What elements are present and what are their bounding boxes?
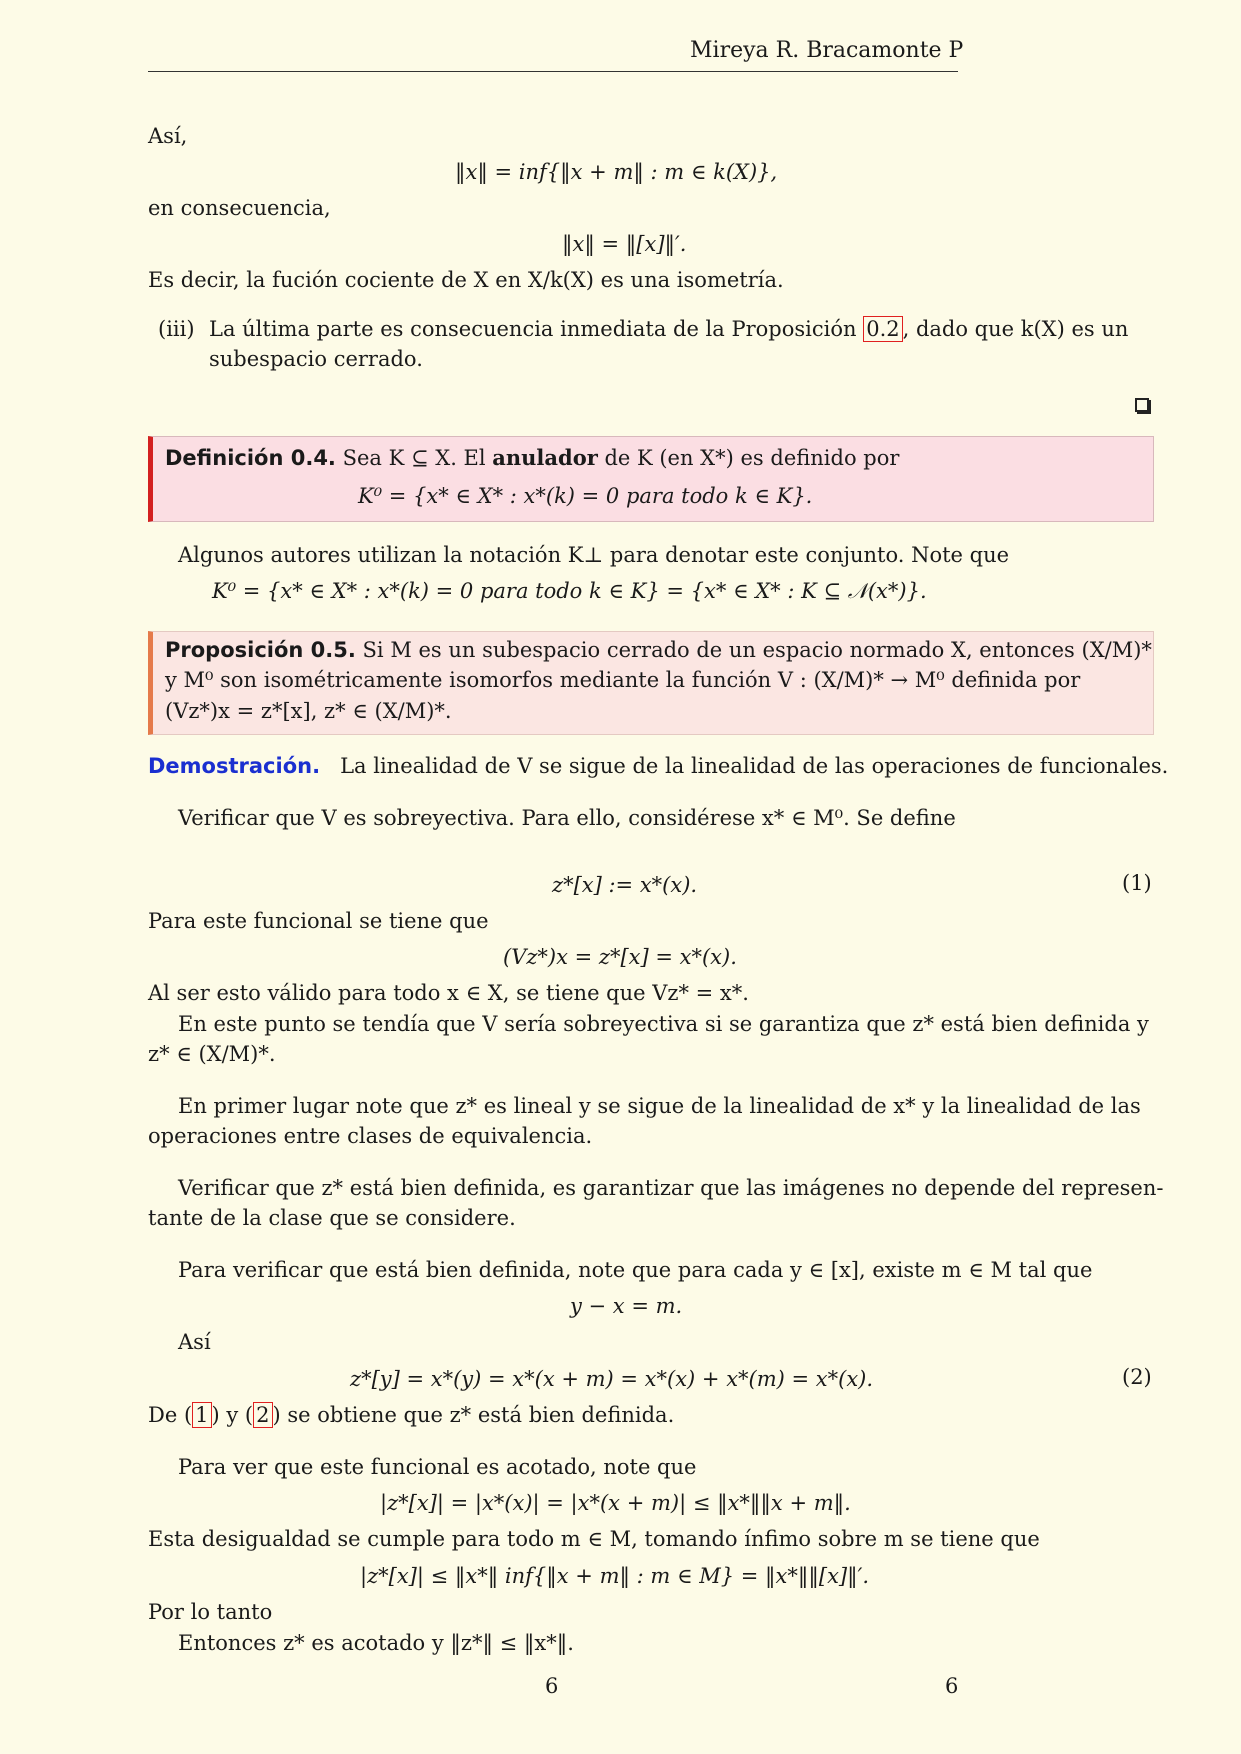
- proof-line-14: Esta desigualdad se cumple para todo m ∈ M, tomando ínfimo sobre m se tiene que: [148, 1527, 1040, 1551]
- equation-bound: |z*[x]| = |x*(x)| = |x*(x + m)| ≤ ‖x*‖‖x + m‖.: [380, 1491, 851, 1515]
- footer-page-number-left: 6: [545, 1674, 559, 1698]
- proposition-line-1: Proposición 0.5. Si M es un subespacio cerrado de un espacio normado X, entonces (X/M)*: [165, 638, 1152, 662]
- equation-y-minus-x: y − x = m.: [570, 1294, 683, 1318]
- proof-line-15: Por lo tanto: [148, 1600, 273, 1624]
- equation-1: z*[x] := x*(x).: [552, 873, 698, 897]
- definition-formula: K⁰ = {x* ∈ X* : x*(k) = 0 para todo k ∈ K}.: [358, 484, 813, 508]
- ref-equation-2[interactable]: 2: [253, 1402, 272, 1428]
- header-author: Mireya R. Bracamonte P: [690, 38, 964, 63]
- proposition-line-3: (Vz*)x = z*[x], z* ∈ (X/M)*.: [165, 699, 452, 723]
- equation-norm-quotient: ‖x‖ = ‖[x]‖′.: [562, 232, 687, 256]
- ref-proposition-0-2[interactable]: 0.2: [863, 316, 902, 342]
- proof-line-4: Al ser esto válido para todo x ∈ X, se tiene que Vz* = x*.: [148, 981, 749, 1005]
- qed-square-icon: [1135, 398, 1149, 412]
- equation-inf-bound: |z*[x]| ≤ ‖x*‖ inf{‖x + m‖ : m ∈ M} = ‖x*‖‖[x]‖′.: [360, 1564, 870, 1588]
- proof-line-16: Entonces z* es acotado y ‖z*‖ ≤ ‖x*‖.: [178, 1631, 574, 1655]
- text-asi: Así,: [148, 124, 188, 148]
- ref-equation-1[interactable]: 1: [192, 1402, 211, 1428]
- item-label-iii: (iii): [158, 317, 195, 341]
- equation-vz: (Vz*)x = z*[x] = x*(x).: [503, 945, 737, 969]
- item-iii-text: La última parte es consecuencia inmediata de la Proposición 0.2 , dado que k(X) es un: [209, 317, 1129, 341]
- equation-number-2: (2): [1122, 1365, 1152, 1389]
- proof-line-3: Para este funcional se tiene que: [148, 909, 489, 933]
- proof-line-7: En primer lugar note que z* es lineal y se sigue de la linealidad de x* y la linealidad de las: [178, 1094, 1141, 1118]
- proof-line-2: Verificar que V es sobreyectiva. Para ello, considérese x* ∈ M⁰. Se define: [178, 806, 956, 830]
- proof-line-11: Para verificar que está bien definida, note que para cada y ∈ [x], existe m ∈ M tal que: [178, 1258, 1093, 1282]
- definition-title: Definición 0.4.: [165, 446, 336, 470]
- proposition-line-2: y M⁰ son isométricamente isomorfos mediante la función V : (X/M)* → M⁰ definida por: [165, 668, 1081, 692]
- item-iii-text-cont: subespacio cerrado.: [209, 347, 423, 371]
- proof-line-9: Verificar que z* está bien definida, es garantizar que las imágenes no depende del represen-: [178, 1176, 1164, 1200]
- proof-label: Demostración.: [148, 754, 321, 778]
- proof-line-5: En este punto se tendía que V sería sobreyectiva si se garantiza que z* está bien definida y: [178, 1012, 1149, 1036]
- proof-line-1: Demostración. La linealidad de V se sigue de la linealidad de las operaciones de funcionales.: [148, 754, 1169, 778]
- text-es-decir: Es decir, la fución cociente de X en X/k(X) es una isometría.: [148, 268, 784, 292]
- proof-line-10: tante de la clase que se considere.: [148, 1206, 516, 1230]
- proof-line-12: De ( 1 ) y ( 2 ) se obtiene que z* está bien definida.: [148, 1403, 675, 1427]
- proof-line-8: operaciones entre clases de equivalencia.: [148, 1124, 593, 1148]
- proof-line-13: Para ver que este funcional es acotado, note que: [178, 1455, 697, 1479]
- equation-norm-inf: ‖x‖ = inf{‖x + m‖ : m ∈ k(X)},: [455, 160, 778, 184]
- text-en-consecuencia: en consecuencia,: [148, 196, 331, 220]
- definition-term: anulador: [492, 445, 598, 470]
- equation-2: z*[y] = x*(y) = x*(x + m) = x*(x) + x*(m) = x*(x).: [350, 1367, 874, 1391]
- text-algunos-autores: Algunos autores utilizan la notación K⊥ para denotar este conjunto. Note que: [178, 543, 1010, 567]
- footer-page-number-right: 6: [945, 1674, 959, 1698]
- equation-annihilator-kernel: K⁰ = {x* ∈ X* : x*(k) = 0 para todo k ∈ K} = {x* ∈ X* : K ⊆ 𝒩(x*)}.: [212, 579, 927, 603]
- equation-number-1: (1): [1122, 871, 1152, 895]
- header-rule: [148, 71, 958, 72]
- proposition-title: Proposición 0.5.: [165, 638, 356, 662]
- proof-line-6: z* ∈ (X/M)*.: [148, 1042, 276, 1066]
- proof-asi: Así: [178, 1330, 211, 1354]
- definition-line: Definición 0.4. Sea K ⊆ X. El anulador de K (en X*) es definido por: [165, 445, 900, 470]
